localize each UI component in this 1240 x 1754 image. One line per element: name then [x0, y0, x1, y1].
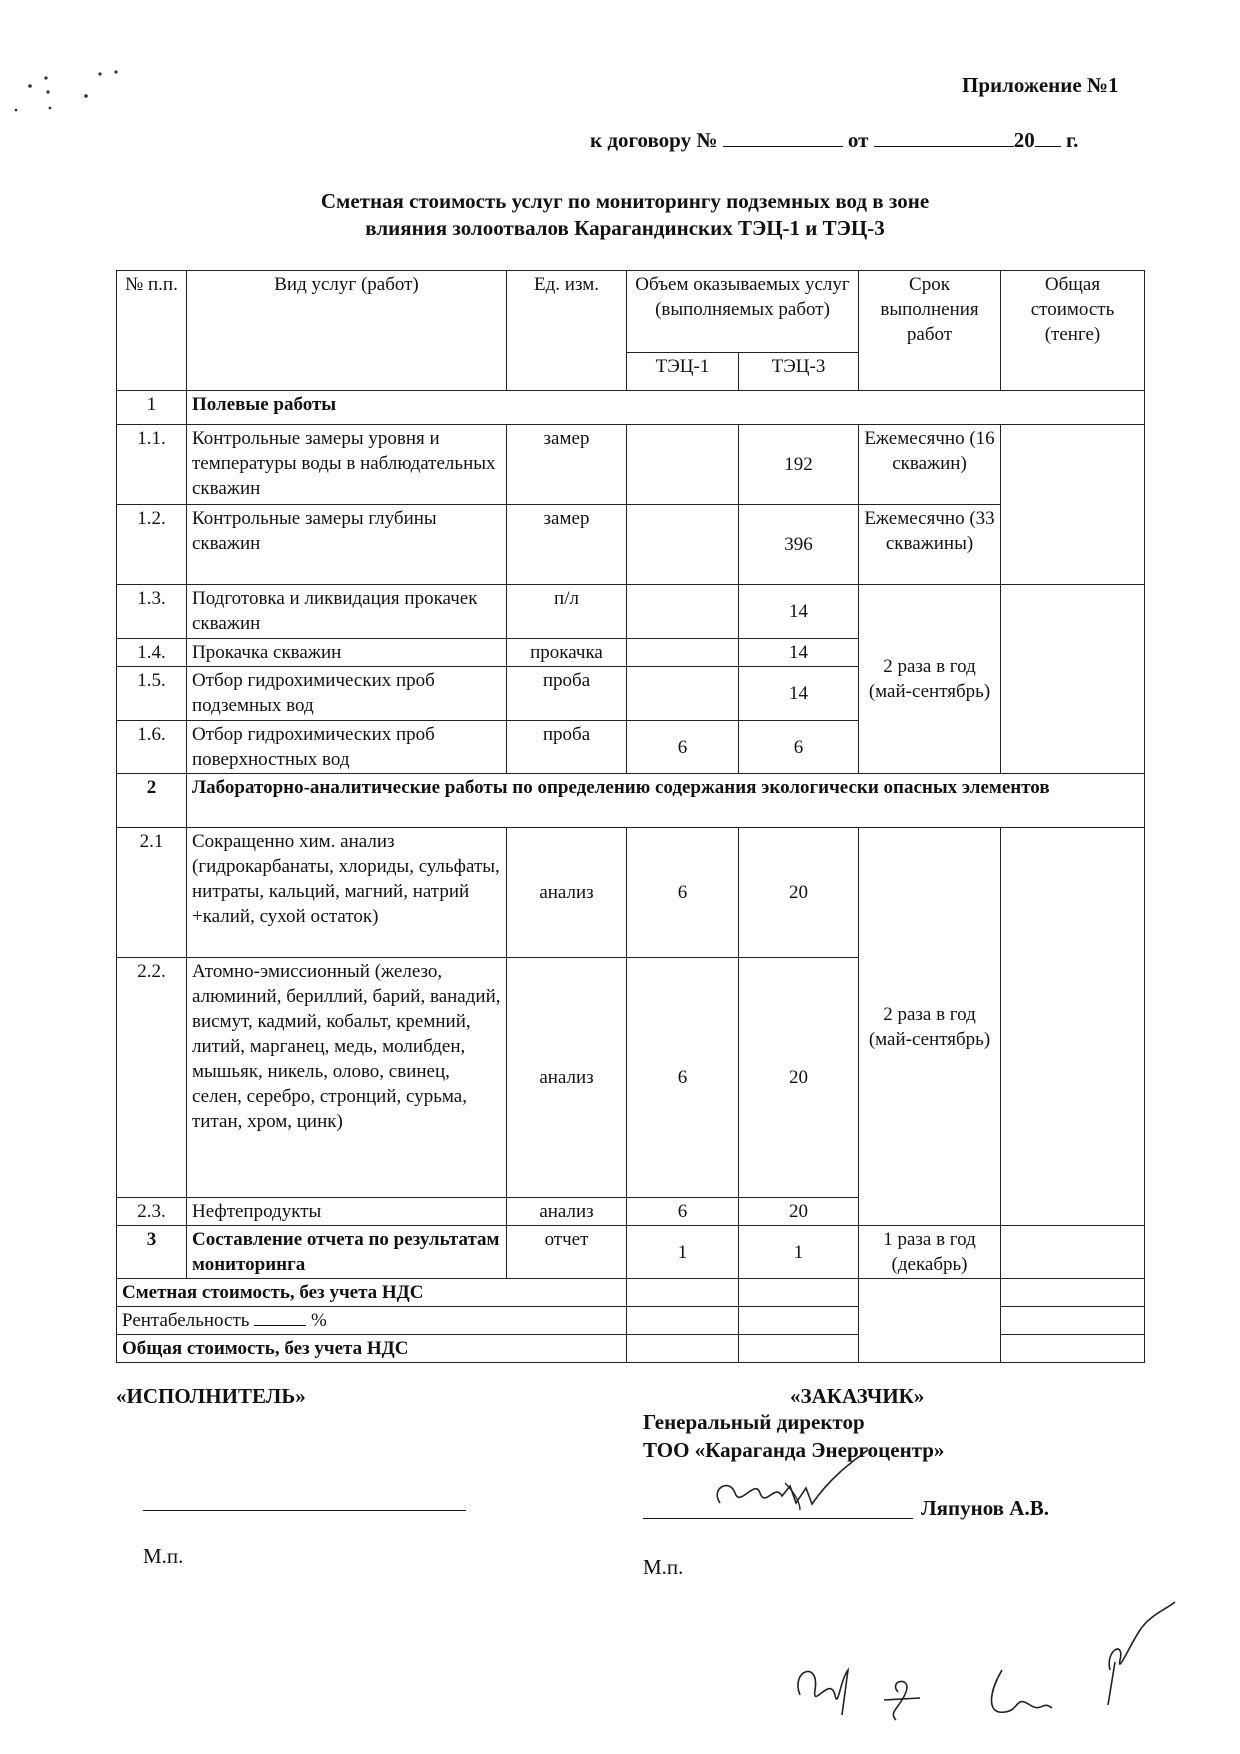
profitability-label: Рентабельность: [122, 1310, 250, 1331]
executor-label: «ИСПОЛНИТЕЛЬ»: [116, 1384, 306, 1408]
row-name: Составление отчета по результатам мониторинга: [187, 1226, 507, 1279]
row-tec1: [627, 639, 739, 667]
row-total: [1001, 425, 1145, 585]
summary-profitability: [117, 1307, 627, 1335]
header-service: Вид услуг (работ): [187, 271, 507, 391]
row-tec3: 1: [739, 1226, 859, 1279]
summary-total-label: Общая стоимость, без учета НДС: [117, 1335, 627, 1363]
contract-from: от: [847, 128, 869, 152]
row-tec1: [627, 505, 739, 585]
row-name: Сокращенно хим. анализ (гидрокарбанаты, хлориды, сульфаты, нитраты, кальций, магний, натрий +калий, сухой остаток): [187, 828, 507, 958]
section-row-2: [117, 774, 1145, 828]
contract-date-blank: [874, 128, 1014, 147]
summary-cell: [739, 1307, 859, 1335]
row-num: 2.3.: [117, 1198, 187, 1226]
row-tec1: [627, 425, 739, 505]
summary-cell: [627, 1335, 739, 1363]
section-title: Полевые работы: [187, 391, 1145, 425]
title-line-2: влияния золоотвалов Карагандинских ТЭЦ-1 и ТЭЦ-3: [365, 216, 885, 240]
initials-signatures-icon: [780, 1600, 1200, 1750]
row-name: Нефтепродукты: [187, 1198, 507, 1226]
row-name: Атомно-эмиссионный (железо, алюминий, бериллий, барий, ванадий, висмут, кадмий, кобальт, кремний, литий, марганец, медь, молибден, мышьяк, никель, олово, свинец, селен, серебро, стронций, сурьма, титан, хром, цинк): [187, 958, 507, 1198]
row-unit: п/л: [507, 585, 627, 639]
table-row: [117, 1226, 1145, 1279]
appendix-label: Приложение №1: [962, 73, 1119, 97]
row-tec1: 6: [627, 721, 739, 774]
row-name: Контрольные замеры уровня и температуры воды в наблюдательных скважин: [187, 425, 507, 505]
summary-estimated-label: Сметная стоимость, без учета НДС: [117, 1279, 627, 1307]
summary-cell: [859, 1279, 1001, 1363]
row-term: 1 раза в год (декабрь): [859, 1226, 1001, 1279]
summary-cell: [1001, 1307, 1145, 1335]
row-tec1: 6: [627, 958, 739, 1198]
contract-number-blank: [723, 128, 843, 147]
row-term: 2 раза в год (май-сентябрь): [859, 585, 1001, 774]
summary-row: [117, 1279, 1145, 1307]
contract-prefix: к договору №: [590, 128, 718, 152]
row-name: Подготовка и ликвидация прокачек скважин: [187, 585, 507, 639]
row-tec3: 14: [739, 639, 859, 667]
row-num: 1.1.: [117, 425, 187, 505]
header-unit: Ед. изм.: [507, 271, 627, 391]
row-total: [1001, 1226, 1145, 1279]
summary-cell: [627, 1307, 739, 1335]
row-term: Ежемесячно (33 скважины): [859, 505, 1001, 585]
table-row: [117, 425, 1145, 505]
stamp-place-left: М.п.: [143, 1544, 184, 1568]
header-tec1: ТЭЦ-1: [627, 353, 739, 391]
table-row: [117, 828, 1145, 958]
header-row: [117, 271, 1145, 353]
row-unit: анализ: [507, 828, 627, 958]
row-tec1: 1: [627, 1226, 739, 1279]
scan-specks-icon: [0, 60, 140, 130]
summary-cell: [1001, 1279, 1145, 1307]
row-tec3: 6: [739, 721, 859, 774]
row-tec3: 20: [739, 958, 859, 1198]
contract-year-blank: [1035, 128, 1061, 147]
row-tec3: 14: [739, 667, 859, 721]
header-num: № п.п.: [117, 271, 187, 391]
profitability-blank: [254, 1309, 306, 1326]
row-unit: анализ: [507, 958, 627, 1198]
section-title: Лабораторно-аналитические работы по определению содержания экологически опасных элементов: [187, 774, 1145, 828]
customer-label: «ЗАКАЗЧИК»: [790, 1384, 925, 1408]
customer-company: ТОО «Караганда Энергоцентр»: [643, 1438, 945, 1462]
row-tec1: 6: [627, 1198, 739, 1226]
row-name: Прокачка скважин: [187, 639, 507, 667]
row-num: 1.3.: [117, 585, 187, 639]
row-term: Ежемесячно (16 скважин): [859, 425, 1001, 505]
row-unit: замер: [507, 425, 627, 505]
table-row: [117, 505, 1145, 585]
row-unit: проба: [507, 667, 627, 721]
row-term: 2 раза в год (май-сентябрь): [859, 828, 1001, 1226]
contract-suffix: г.: [1065, 128, 1079, 152]
stamp-place-right: М.п.: [643, 1555, 684, 1579]
header-tec3: ТЭЦ-3: [739, 353, 859, 391]
row-name: Отбор гидрохимических проб поверхностных вод: [187, 721, 507, 774]
section-num: 2: [117, 774, 187, 828]
summary-cell: [1001, 1335, 1145, 1363]
customer-signature-icon: [700, 1448, 880, 1528]
header-total: Общая стоимость (тенге): [1001, 271, 1145, 391]
row-name: Контрольные замеры глубины скважин: [187, 505, 507, 585]
header-term: Срок выполнения работ: [859, 271, 1001, 391]
cost-estimate-table: [116, 270, 1145, 1363]
row-name: Отбор гидрохимических проб подземных вод: [187, 667, 507, 721]
title-line-1: Сметная стоимость услуг по мониторингу подземных вод в зоне: [320, 189, 930, 213]
row-num: 1.5.: [117, 667, 187, 721]
row-num: 2.1: [117, 828, 187, 958]
row-tec3: 14: [739, 585, 859, 639]
row-tec1: [627, 667, 739, 721]
row-num: 1.4.: [117, 639, 187, 667]
table-row: [117, 585, 1145, 639]
customer-signer: Ляпунов А.В.: [921, 1496, 1049, 1520]
row-tec3: 192: [739, 425, 859, 505]
row-tec1: 6: [627, 828, 739, 958]
contract-line: [590, 128, 1078, 153]
row-unit: проба: [507, 721, 627, 774]
section-row-1: [117, 391, 1145, 425]
row-unit: замер: [507, 505, 627, 585]
row-unit: анализ: [507, 1198, 627, 1226]
header-volume: Объем оказываемых услуг (выполняемых работ): [627, 271, 859, 353]
row-num: 3: [117, 1226, 187, 1279]
summary-cell: [739, 1279, 859, 1307]
row-num: 1.6.: [117, 721, 187, 774]
row-tec3: 20: [739, 1198, 859, 1226]
row-unit: отчет: [507, 1226, 627, 1279]
summary-cell: [739, 1335, 859, 1363]
profitability-percent: %: [310, 1310, 327, 1331]
row-total: [1001, 828, 1145, 1226]
row-total: [1001, 585, 1145, 774]
row-tec3: 396: [739, 505, 859, 585]
row-tec3: 20: [739, 828, 859, 958]
document-title: [200, 188, 1050, 242]
row-unit: прокачка: [507, 639, 627, 667]
row-num: 1.2.: [117, 505, 187, 585]
summary-cell: [627, 1279, 739, 1307]
row-tec1: [627, 585, 739, 639]
executor-signature-line: [143, 1510, 466, 1511]
contract-year: 20: [1013, 128, 1035, 152]
section-num: 1: [117, 391, 187, 425]
customer-director: Генеральный директор: [643, 1410, 865, 1434]
row-num: 2.2.: [117, 958, 187, 1198]
